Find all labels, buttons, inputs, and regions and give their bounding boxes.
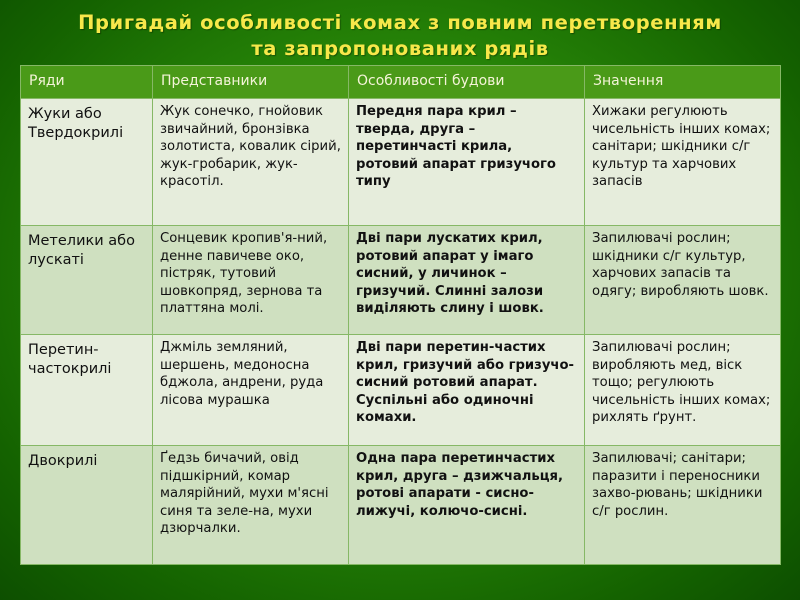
significance-cell: Запилювачі рослин; виробляють мед, віск тощо; регулюють чисельність інших комах; рихлять ґрунт.: [585, 335, 781, 446]
significance-cell: Хижаки регулюють чисельність інших комах; санітари; шкідники с/г культур та харчових запасів: [585, 99, 781, 226]
title-line-2: та запропонованих рядів: [251, 37, 549, 60]
order-cell: Перетин-частокрилі: [21, 335, 153, 446]
insect-orders-table: [20, 65, 781, 565]
representatives-cell: Жук сонечко, гнойовик звичайний, бронзівка золотиста, ковалик сірий, жук-гробарик, жук-красотіл.: [153, 99, 349, 226]
features-cell: Дві пари перетин-частих крил, гризучий або гризучо-сисний ротовий апарат. Суспільні або одиночні комахи.: [349, 335, 585, 446]
representatives-cell: Ґедзь бичачий, овід підшкірний, комар малярійний, мухи м'ясні синя та зеле-на, мухи дзюрчалки.: [153, 446, 349, 565]
table-row: [21, 446, 781, 565]
order-cell: Жуки або Твердокрилі: [21, 99, 153, 226]
table-row: [21, 335, 781, 446]
header-significance: Значення: [585, 66, 781, 99]
table-row: [21, 99, 781, 226]
significance-cell: Запилювачі рослин; шкідники с/г культур, харчових запасів та одягу; виробляють шовк.: [585, 226, 781, 335]
representatives-cell: Сонцевик кропив'я-ний, денне павичеве око, пістряк, тутовий шовкопряд, зернова та платтяна молі.: [153, 226, 349, 335]
features-cell: Одна пара перетинчастих крил, друга – дзижчальця, ротові апарати - сисно-лижучі, колючо-сисні.: [349, 446, 585, 565]
header-representatives: Представники: [153, 66, 349, 99]
representatives-cell: Джміль земляний, шершень, медоносна бджола, андрени, руда лісова мурашка: [153, 335, 349, 446]
table-row: [21, 226, 781, 335]
table-header-row: [21, 66, 781, 99]
order-cell: Двокрилі: [21, 446, 153, 565]
order-cell: Метелики або лускаті: [21, 226, 153, 335]
significance-cell: Запилювачі; санітари; паразити і переносники захво-рювань; шкідники с/г рослин.: [585, 446, 781, 565]
title-line-1: Пригадай особливості комах з повним перетворенням: [78, 11, 722, 34]
slide-title: [0, 10, 800, 62]
features-cell: Передня пара крил – тверда, друга – перетинчасті крила, ротовий апарат гризучого типу: [349, 99, 585, 226]
header-features: Особливості будови: [349, 66, 585, 99]
header-orders: Ряди: [21, 66, 153, 99]
features-cell: Дві пари лускатих крил, ротовий апарат у імаго сисний, у личинок – гризучий. Слинні залози виділяють слину і шовк.: [349, 226, 585, 335]
